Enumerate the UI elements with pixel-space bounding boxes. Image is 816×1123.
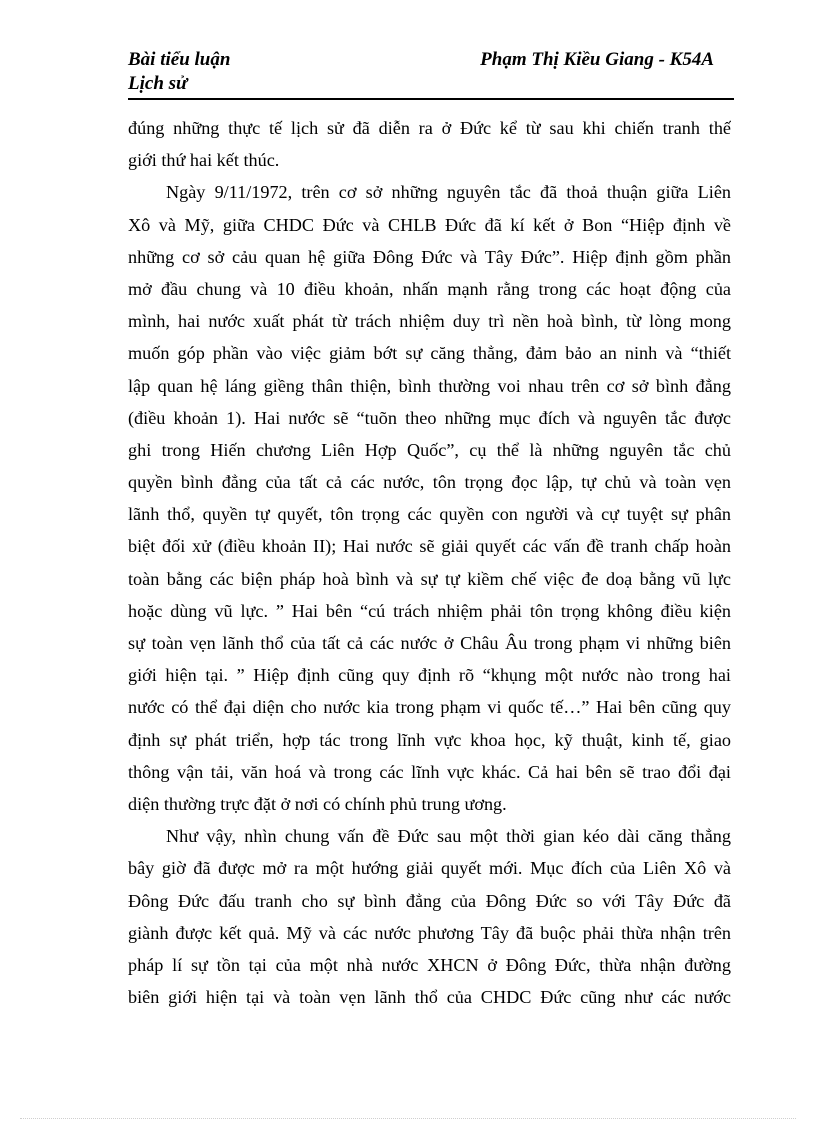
text-line: mình, hai nước xuất phát từ trách nhiệm duy trì nền hoà bình, từ lòng mong — [128, 311, 731, 332]
text-line: Xô và Mỹ, giữa CHDC Đức và CHLB Đức đã kí kết ở Bon “Hiệp định về — [128, 214, 731, 235]
document-body — [128, 112, 731, 1013]
text-line: giành được kết quả. Mỹ và các nước phương Tây đã buộc phải thừa nhận trên — [128, 922, 731, 943]
text-line: toàn bằng các biện pháp hoà bình và sự tự kiềm chế việc đe doạ bằng vũ lực — [128, 568, 731, 589]
text-line: Ngày 9/11/1972, trên cơ sở những nguyên tắc đã thoả thuận giữa Liên — [166, 182, 731, 203]
text-line: định sự phát triển, hợp tác trong lĩnh vực khoa học, kỹ thuật, kinh tế, giao — [128, 729, 731, 750]
text-line: Đông Đức đấu tranh cho sự bình đẳng của Đông Đức so với Tây Đức đã — [128, 890, 731, 911]
text-line: muốn góp phần vào việc giảm bớt sự căng thẳng, đảm bảo an ninh và “thiết — [128, 343, 731, 364]
text-line: lập quan hệ láng giềng thân thiện, bình thường voi nhau trên cơ sở bình đẳng — [128, 375, 731, 396]
text-line: hoặc dùng vũ lực. ” Hai bên “cú trách nhiệm phải tôn trọng không điều kiện — [128, 600, 731, 621]
text-line: bây giờ đã được mở ra một hướng giải quyết mới. Mục đích của Liên Xô và — [128, 858, 731, 879]
text-line: Như vậy, nhìn chung vấn đề Đức sau một thời gian kéo dài căng thẳng — [166, 826, 731, 847]
text-line: giới thứ hai kết thúc. — [128, 150, 280, 171]
text-line: đúng những thực tế lịch sử đã diễn ra ở Đức kể từ sau khi chiến tranh thế — [128, 118, 731, 138]
text-line: pháp lí sự tồn tại của một nhà nước XHCN ở Đông Đức, thừa nhận đường — [128, 954, 731, 975]
header-subject: Lịch sử — [128, 73, 188, 94]
text-line: lãnh thổ, quyền tự quyết, tôn trọng các quyền con người và cự tuyệt sự phân — [128, 504, 731, 525]
header-author: Phạm Thị Kiều Giang - K54A — [480, 49, 714, 70]
text-line: ghi trong Hiến chương Liên Hợp Quốc”, cụ thể là những nguyên tắc chủ — [128, 439, 731, 460]
text-line: diện thường trực đặt ở nơi có chính phủ trung ương. — [128, 793, 507, 814]
text-line: biệt đối xử (điều khoản II); Hai nước sẽ giải quyết các vấn đề tranh chấp hoàn — [128, 536, 731, 557]
text-line: biên giới hiện tại và toàn vẹn lãnh thổ của CHDC Đức cũng như các nước — [128, 987, 731, 1008]
text-line: mở đầu chung và 10 điều khoản, nhấn mạnh rằng trong các hoạt động của — [128, 278, 731, 299]
text-line: sự toàn vẹn lãnh thổ của tất cả các nước ở Châu Âu trong phạm vi những biên — [128, 633, 731, 653]
header-title: Bài tiểu luận — [128, 49, 231, 70]
text-line: thông vận tải, văn hoá và trong các lĩnh vực khác. Cả hai bên sẽ trao đổi đại — [128, 761, 731, 782]
text-line: (điều khoản 1). Hai nước sẽ “tuõn theo những mục đích và nguyên tắc được — [128, 407, 731, 428]
page-bottom-rule — [20, 1118, 796, 1119]
text-line: quyền bình đẳng của tất cả các nước, tôn trọng đọc lập, tự chủ và toàn vẹn — [128, 472, 731, 493]
text-line: những cơ sở cảu quan hệ giữa Đông Đức và Tây Đức”. Hiệp định gồm phần — [128, 246, 731, 267]
page-header — [128, 48, 734, 100]
text-line: giới hiện tại. ” Hiệp định cũng quy định rõ “khụng một nước nào trong hai — [128, 665, 731, 686]
text-line: nước có thể đại diện cho nước kia trong phạm vi quốc tế…” Hai bên cũng quy — [128, 697, 731, 718]
